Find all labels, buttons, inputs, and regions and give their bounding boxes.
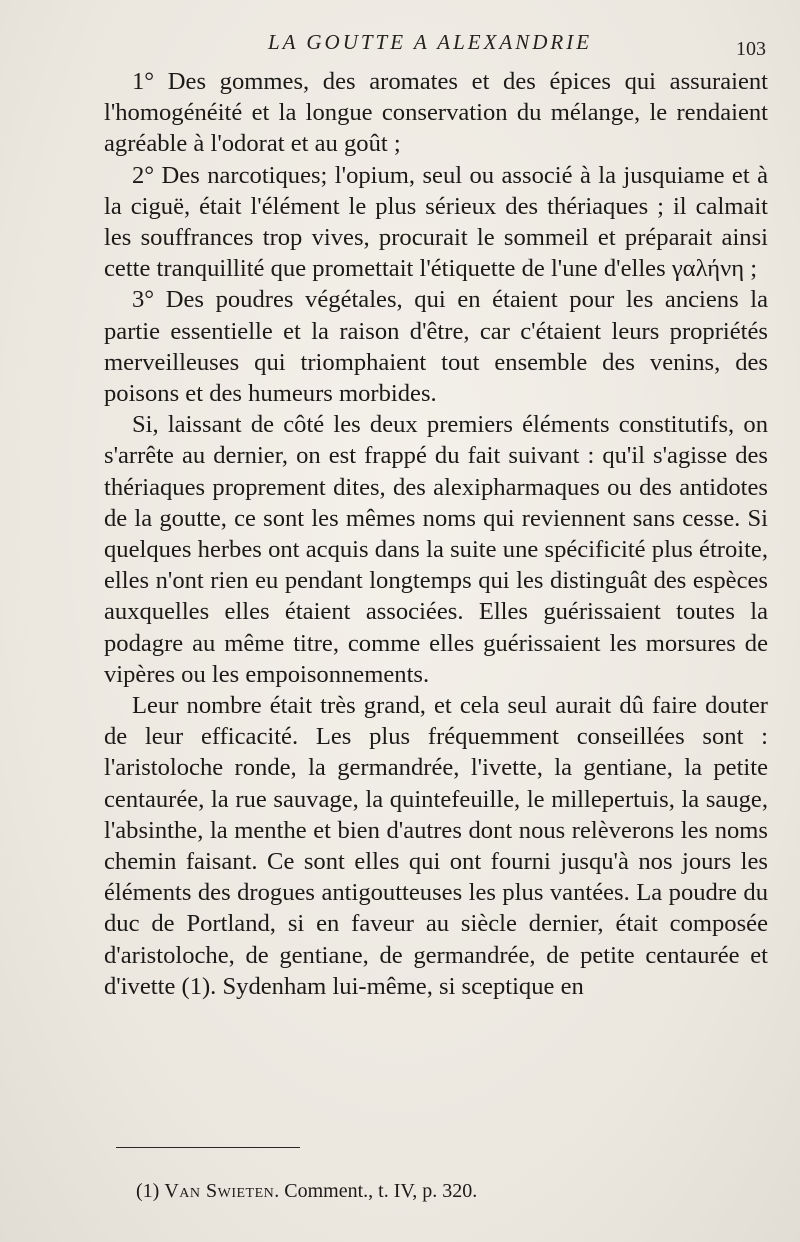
paragraph-vegetable-powders: 3° Des poudres végétales, qui en étaient pour les anciens la partie essentielle et la raison d'être, car c'étaient leurs propriétés merveilleuses qui triomphaient tout ensemble des venins, des poisons et des humeurs morbides. <box>104 286 768 408</box>
body-text <box>104 66 768 1002</box>
footnote-separator <box>116 1147 300 1148</box>
running-head <box>0 30 800 60</box>
paragraph-herb-list: Leur nombre était très grand, et cela seul aurait dû faire douter de leur efficacité. Les plus fréquemment conseillées sont : l'aristoloche ronde, la germandrée, l'ivette, la gentiane, la petite centaurée, la rue sauvage, la quintefeuille, le millepertuis, la sauge, l'absinthe, la menthe et bien d'autres dont nous relèverons les noms chemin faisant. Ce sont elles qui ont fourni jusqu'à nos jours les éléments des drogues antigoutteuses les plus vantées. La poudre du duc de Portland, si en faveur au siècle dernier, était composée d'aristoloche, de gentiane, de germandrée, de petite centaurée et d'ivette (1). Sydenham lui-même, si sceptique en <box>104 692 768 1000</box>
footnote-marker: (1) <box>136 1180 160 1202</box>
paragraph-gums-aromatics: 1° Des gommes, des aromates et des épices qui assuraient l'homogénéité et la longue conservation du mélange, le rendaient agréable à l'odorat et au goût ; <box>104 68 768 158</box>
footnote-author: Van Swieten <box>164 1180 275 1202</box>
paragraph-last-element: Si, laissant de côté les deux premiers éléments constitutifs, on s'arrête au dernier, on est frappé du fait suivant : qu'il s'agisse des thériaques proprement dites, des alexipharmaques ou des antidotes de la goutte, ce sont les mêmes noms qui reviennent sans cesse. Si quelques herbes ont acquis dans la suite une spécificité plus étroite, elles n'ont rien eu pendant longtemps qui les distinguât des espèces auxquelles elles étaient associées. Elles guérissaient toutes la podagre au même titre, comme elles guérissaient les morsures de vipères ou les empoisonnements. <box>104 411 768 688</box>
footnote <box>136 1180 477 1203</box>
page-number: 103 <box>736 38 766 60</box>
running-title: LA GOUTTE A ALEXANDRIE <box>268 30 593 54</box>
paragraph-narcotics: 2° Des narcotiques; l'opium, seul ou associé à la jusquiame et à la ciguë, était l'élément le plus sérieux des thériaques ; il calmait les souffrances trop vives, procurait le sommeil et préparait ainsi cette tranquillité que promettait l'étiquette de l'une d'elles γαλήνη ; <box>104 161 768 283</box>
footnote-citation: . Comment., t. IV, p. 320. <box>274 1180 478 1202</box>
